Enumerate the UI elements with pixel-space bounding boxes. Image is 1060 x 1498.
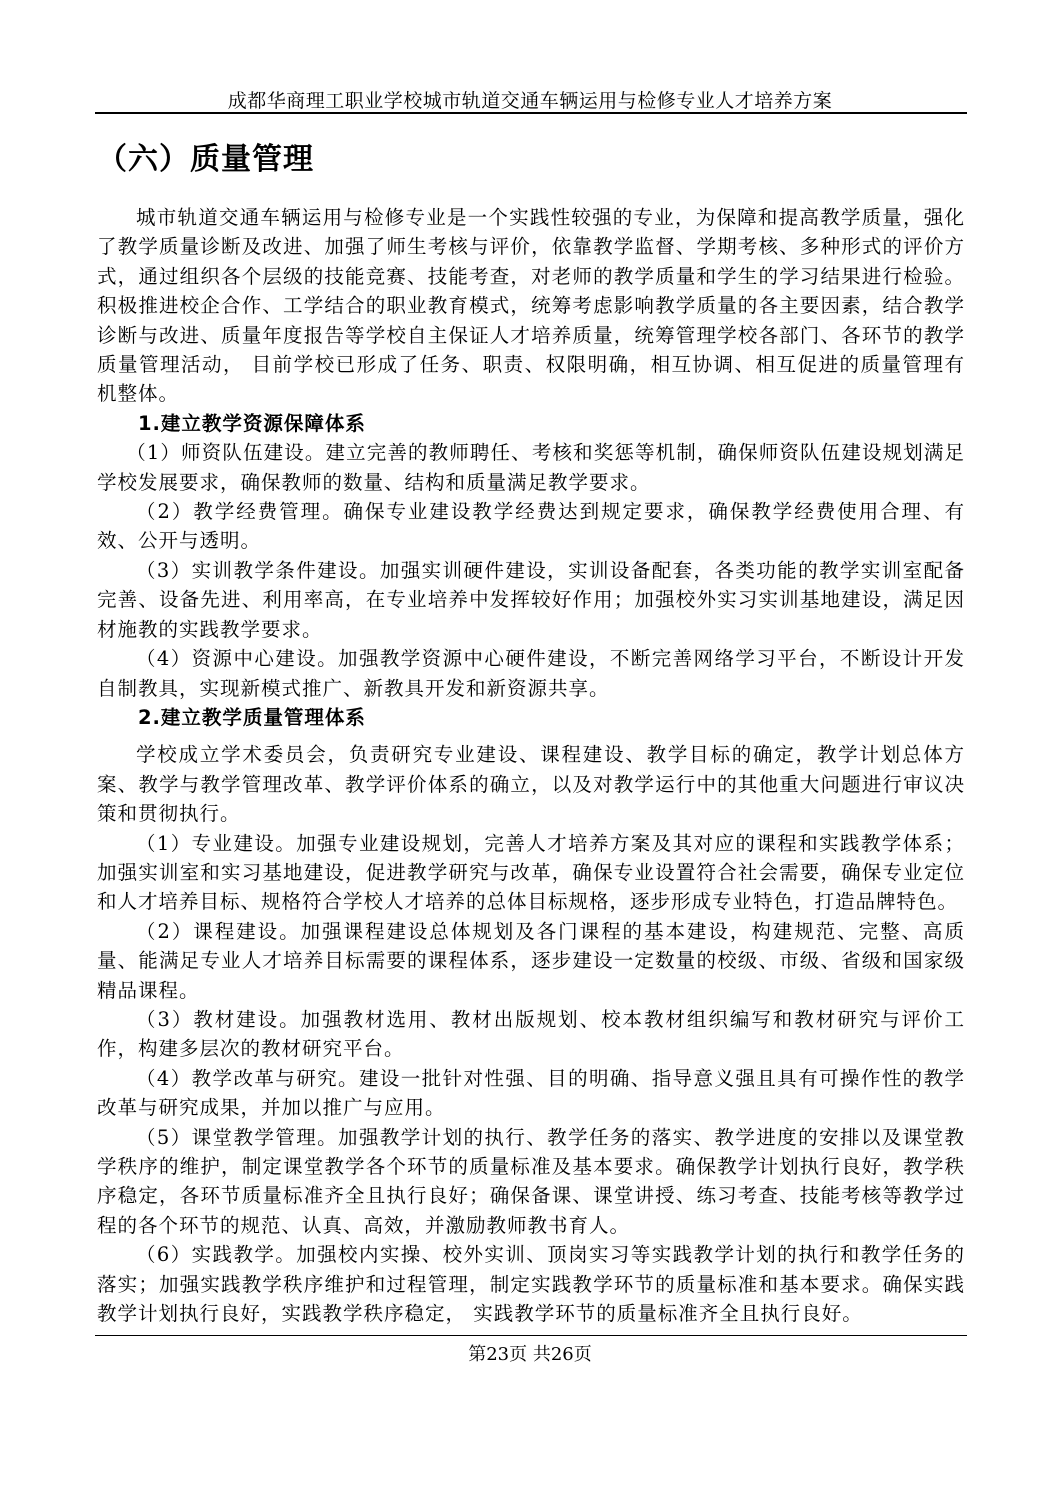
part1-item-3: （3）实训教学条件建设。加强实训硬件建设，实训设备配套，各类功能的教学实训室配备完善、设备先进、利用率高，在专业培养中发挥较好作用；加强校外实习实训基地建设，满足因材施教的实践教学要求。	[97, 558, 965, 641]
page-number: 第23页 共26页	[468, 1344, 592, 1365]
part2-item-3: （3）教材建设。加强教材选用、教材出版规划、校本教材组织编写和教材研究与评价工作，构建多层次的教材研究平台。	[97, 1007, 965, 1061]
heading-part2: 2.建立教学质量管理体系	[137, 705, 366, 729]
part2-item-4: （4）教学改革与研究。建设一批针对性强、目的明确、指导意义强且具有可操作性的教学改革与研究成果，并加以推广与应用。	[97, 1066, 965, 1120]
section-title: （六）质量管理	[97, 142, 314, 177]
part1-item-4: （4）资源中心建设。加强教学资源中心硬件建设，不断完善网络学习平台，不断设计开发自制教具，实现新模式推广、新教具开发和新资源共享。	[97, 647, 965, 700]
part2-item-6: （6）实践教学。加强校内实操、校外实训、顶岗实习等实践教学计划的执行和教学任务的落实；加强实践教学秩序维护和过程管理，制定实践教学环节的质量标准和基本要求。确保实践教学计划执行良好，实践教学秩序稳定， 实践教学环节的质量标准齐全且执行良好。	[97, 1243, 965, 1326]
part2-intro-paragraph: 学校成立学术委员会，负责研究专业建设、课程建设、教学目标的确定，教学计划总体方案、教学与教学管理改革、教学评价体系的确立，以及对教学运行中的其他重大问题进行审议决策和贯彻执行。	[97, 743, 965, 826]
document-header-title: 成都华商理工职业学校城市轨道交通车辆运用与检修专业人才培养方案	[227, 90, 833, 112]
part2-item-2: （2）课程建设。加强课程建设总体规划及各门课程的基本建设，构建规范、完整、高质量、能满足专业人才培养目标需要的课程体系，逐步建设一定数量的校级、市级、省级和国家级精品课程。	[97, 919, 965, 1002]
part2-item-1: （1）专业建设。加强专业建设规划，完善人才培养方案及其对应的课程和实践教学体系；加强实训室和实习基地建设，促进教学研究与改革，确保专业设置符合社会需要，确保专业定位和人才培养目标、规格符合学校人才培养的总体目标规格，逐步形成专业特色，打造品牌特色。	[97, 831, 965, 914]
part2-item-5: （5）课堂教学管理。加强教学计划的执行、教学任务的落实、教学进度的安排以及课堂教学秩序的维护，制定课堂教学各个环节的质量标准及基本要求。确保教学计划执行良好，教学秩序稳定，各环节质量标准齐全且执行良好；确保备课、课堂讲授、练习考查、技能考核等教学过程的各个环节的规范、认真、高效，并激励教师教书育人。	[97, 1125, 965, 1237]
part1-item-1: （1）师资队伍建设。建立完善的教师聘任、考核和奖惩等机制，确保师资队伍建设规划满足学校发展要求，确保教师的数量、结构和质量满足教学要求。	[97, 441, 965, 494]
footer-divider	[95, 1335, 967, 1336]
header-divider	[95, 112, 967, 114]
intro-paragraph: 城市轨道交通车辆运用与检修专业是一个实践性较强的专业，为保障和提高教学质量，强化了教学质量诊断及改进、加强了师生考核与评价，依靠教学监督、学期考核、多种形式的评价方式，通过组织各个层级的技能竞赛、技能考查，对老师的教学质量和学生的学习结果进行检验。积极推进校企合作、工学结合的职业教育模式，统筹考虑影响教学质量的各主要因素，结合教学诊断与改进、质量年度报告等学校自主保证人才培养质量，统筹管理学校各部门、各环节的教学质量管理活动， 目前学校已形成了任务、职责、权限明确，相互协调、相互促进的质量管理有机整体。	[97, 206, 965, 406]
document-body	[97, 203, 965, 1328]
part1-item-2: （2）教学经费管理。确保专业建设教学经费达到规定要求，确保教学经费使用合理、有效、公开与透明。	[97, 500, 965, 553]
heading-part1: 1.建立教学资源保障体系	[137, 411, 366, 435]
